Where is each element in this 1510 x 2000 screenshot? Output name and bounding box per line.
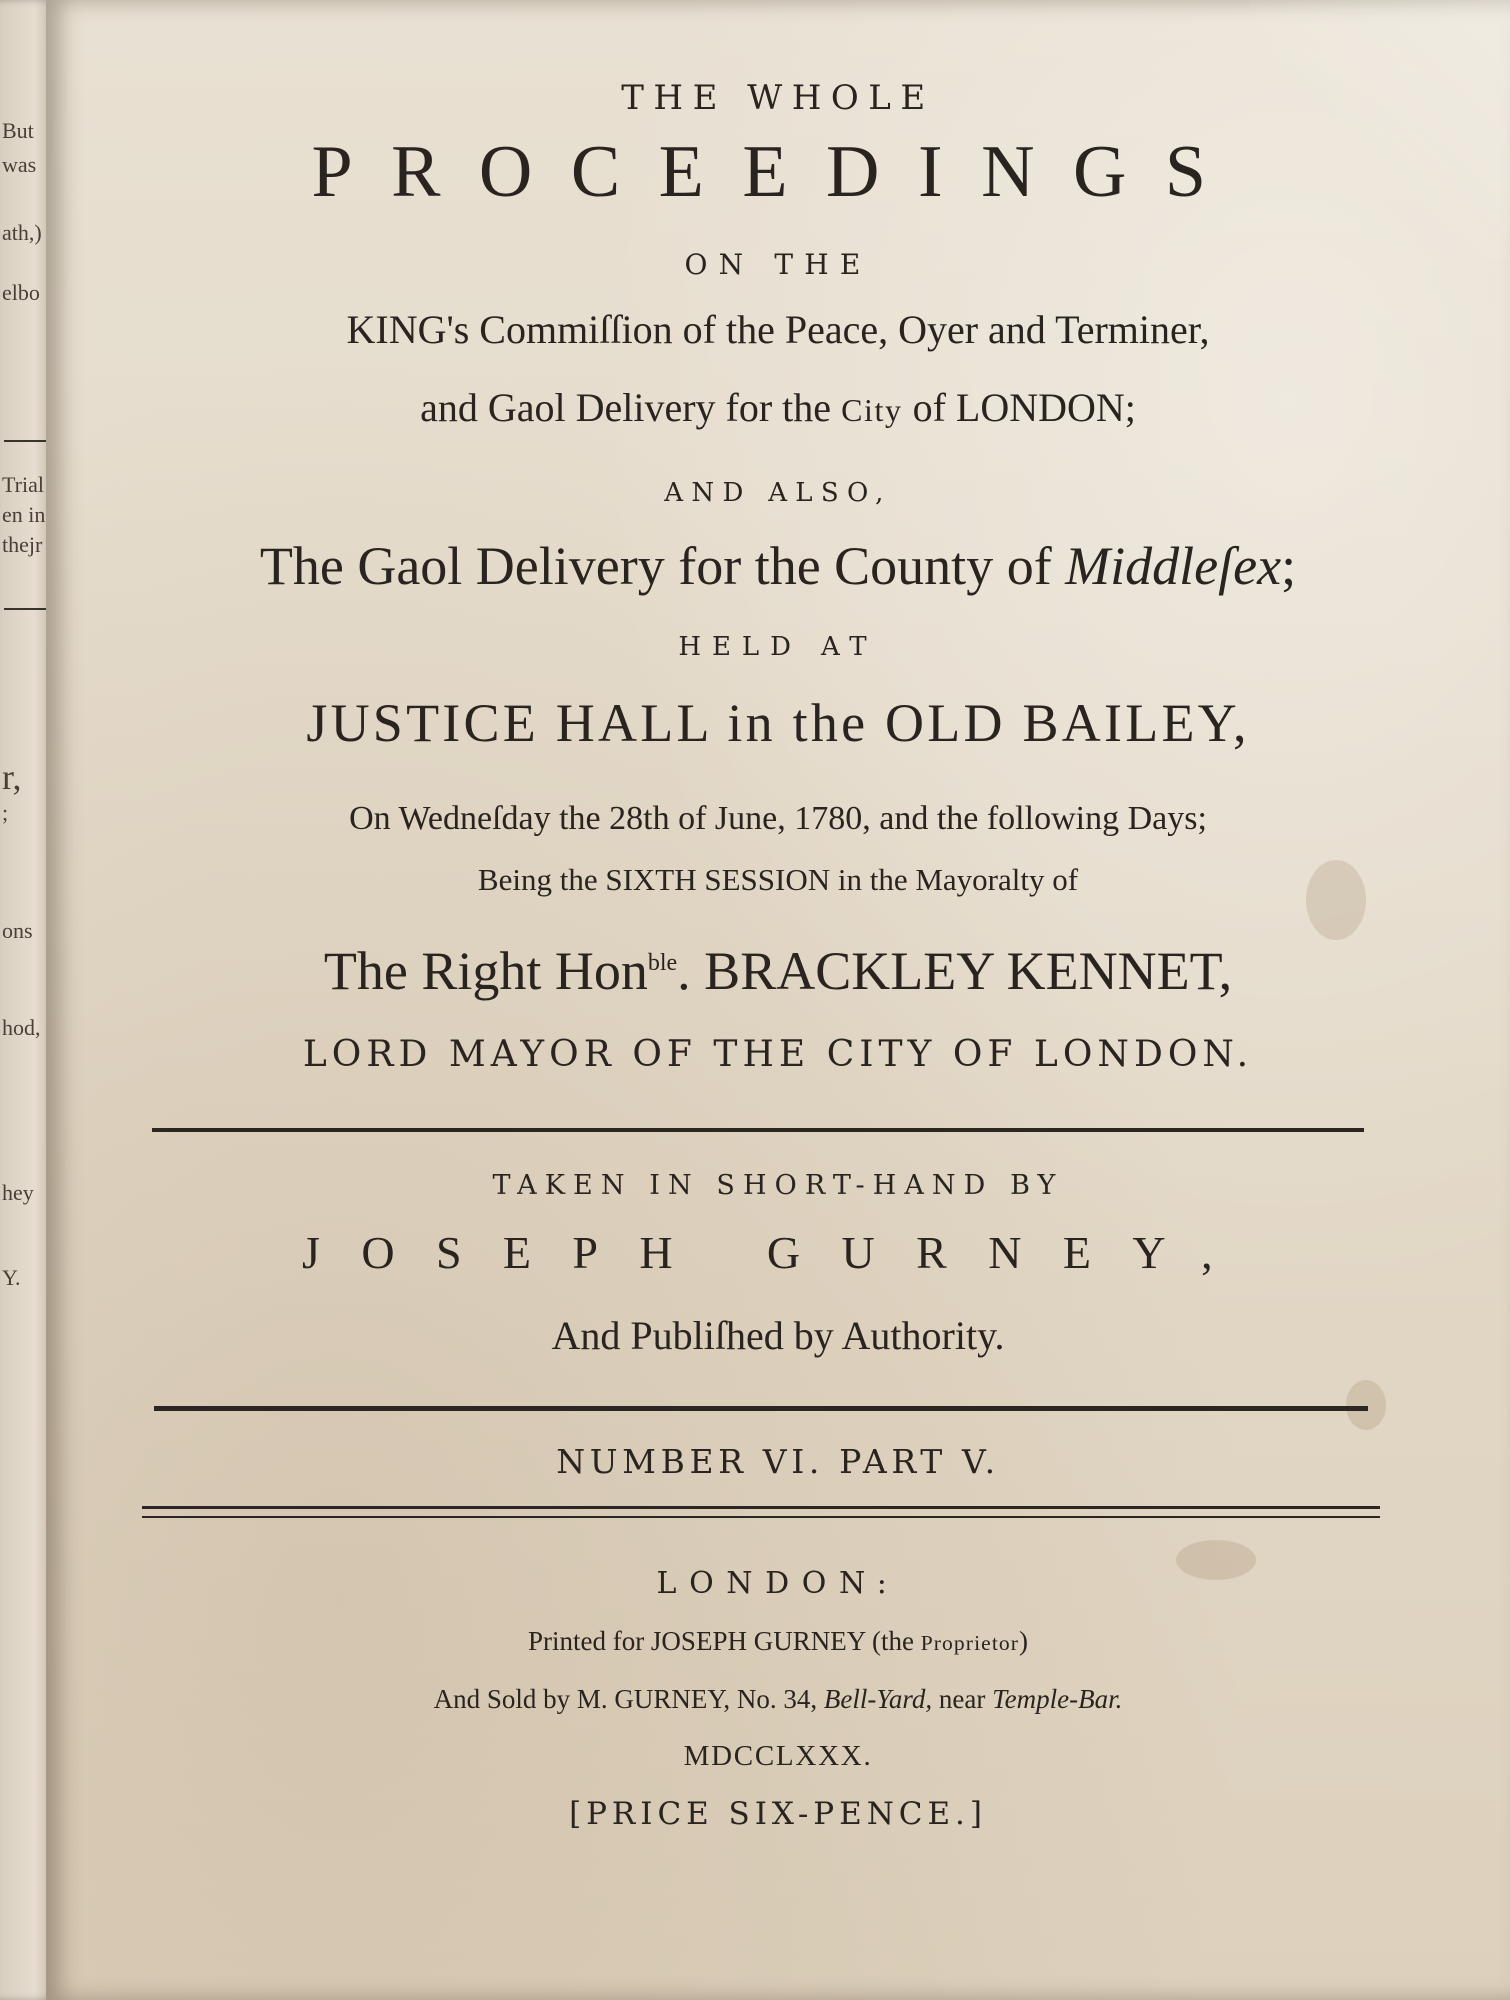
shorthand-by-line: TAKEN IN SHORT-HAND BY [492, 1170, 1064, 1201]
title-proceedings: PROCEEDINGS [311, 131, 1245, 213]
text-segment: . BRACKLEY KENNET, [677, 941, 1233, 1001]
sold-by-line [46, 1684, 1510, 1715]
printed-for-line [46, 1626, 1510, 1657]
text-segment: Temple-Bar. [992, 1684, 1123, 1714]
margin-fragment: hey [2, 1180, 34, 1205]
text-segment: near [938, 1684, 986, 1714]
heading-the-whole: THE WHOLE [621, 78, 935, 118]
heading-held-at: HELD AT [678, 632, 878, 662]
text-segment: ) [1019, 1626, 1029, 1656]
title-page [46, 0, 1510, 2000]
text-segment: The Gaol Delivery for the County of [259, 536, 1052, 596]
text-segment: Proprietor [920, 1631, 1020, 1655]
margin-rule [4, 608, 50, 610]
text-segment: and Gaol Delivery for the [420, 385, 832, 430]
foxing-stain [1346, 1380, 1386, 1430]
divider-rule [142, 1516, 1380, 1518]
margin-fragment: hod, [2, 1015, 41, 1040]
commission-line: KING's Commiſſion of the Peace, Oyer and Terminer, [346, 307, 1210, 352]
margin-fragment: ons [2, 918, 33, 943]
divider-rule [154, 1406, 1368, 1411]
lord-mayor-name-line [46, 940, 1510, 1002]
text-segment: City [841, 392, 903, 428]
text-segment: of LONDON; [912, 385, 1136, 430]
divider-rule [142, 1506, 1380, 1509]
margin-fragment: thejr [2, 532, 43, 557]
published-by-authority: And Publiſhed by Authority. [551, 1313, 1005, 1358]
margin-fragment: ath,) [2, 220, 42, 245]
reporter-name: JOSEPH GURNEY, [302, 1227, 1254, 1278]
text-segment: And Sold by M. GURNEY, No. 34, [433, 1684, 818, 1714]
imprint-city: LONDON: [656, 1566, 900, 1601]
lord-mayor-title-line: LORD MAYOR OF THE CITY OF LONDON. [302, 1034, 1254, 1075]
margin-fragment: ; [2, 800, 9, 825]
text-segment: Printed for JOSEPH GURNEY (the [527, 1626, 914, 1656]
margin-rule [4, 440, 50, 442]
heading-on-the: ON THE [684, 248, 872, 281]
text-segment: Middleſex [1065, 536, 1282, 596]
margin-fragment: elbo [2, 280, 40, 305]
justice-hall-line: JUSTICE HALL in the OLD BAILEY, [306, 693, 1250, 753]
heading-and-also: AND ALSO, [664, 478, 892, 508]
margin-fragment: was [2, 152, 37, 177]
number-part-line: NUMBER VI. PART V. [556, 1442, 1000, 1481]
margin-fragment: Y. [2, 1265, 21, 1290]
text-segment: Bell-Yard, [823, 1684, 933, 1714]
margin-fragment: Trial [2, 472, 44, 497]
text-segment: The Right Hon [323, 941, 648, 1001]
date-line: On Wedneſday the 28th of June, 1780, and the following Days; [349, 800, 1207, 837]
session-line: Being the SIXTH SESSION in the Mayoralty of [477, 862, 1079, 897]
margin-fragment: But [2, 118, 34, 143]
superscript: ble [647, 950, 678, 976]
gaol-delivery-middlesex-line [46, 535, 1510, 597]
margin-fragment: r, [2, 757, 22, 797]
year-roman: MDCCLXXX. [683, 1740, 873, 1772]
price-line: [PRICE SIX-PENCE.] [569, 1796, 987, 1832]
margin-fragment: en in [2, 502, 46, 527]
gaol-delivery-london-line [46, 384, 1510, 431]
divider-rule [152, 1128, 1364, 1132]
text-segment: ; [1281, 536, 1297, 596]
